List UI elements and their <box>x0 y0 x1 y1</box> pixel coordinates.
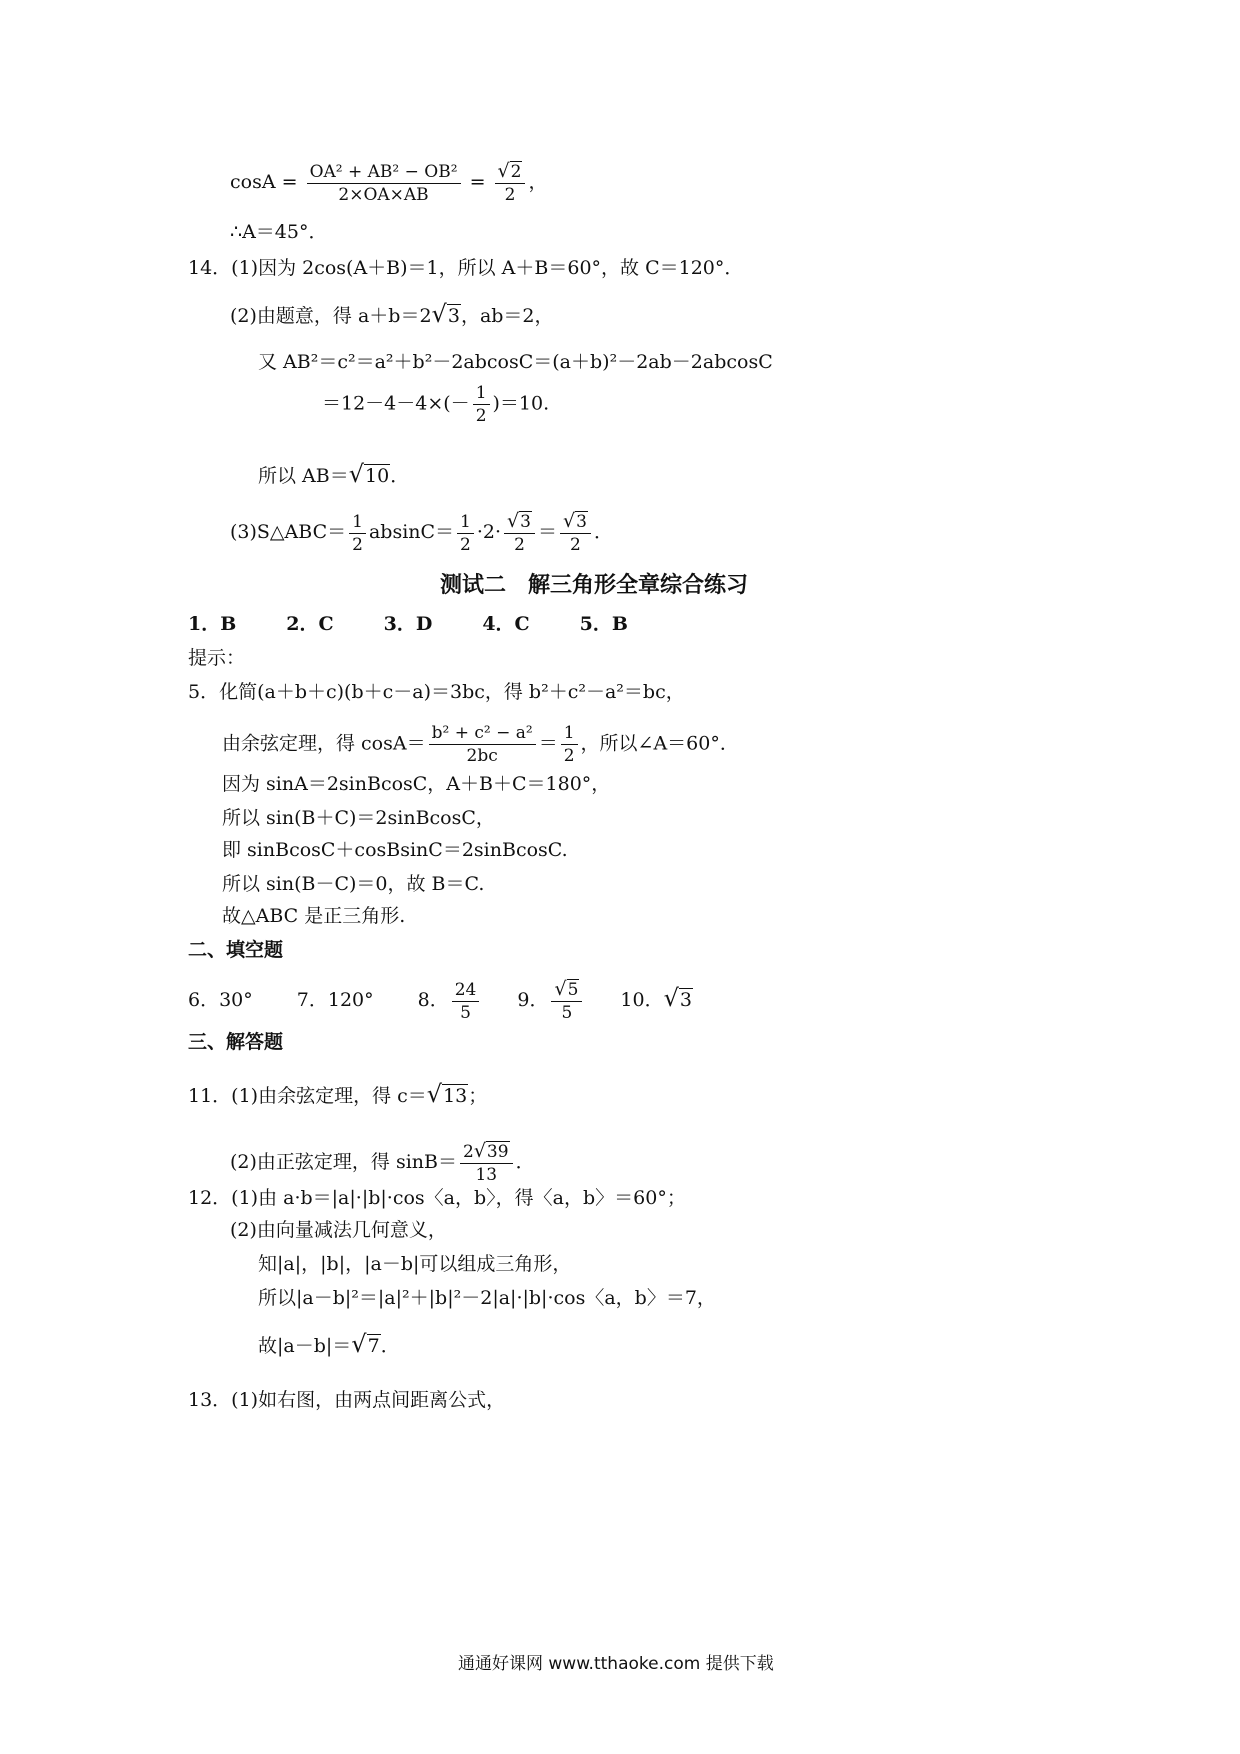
q12-result-pre: 故|a－b|＝ <box>258 1335 352 1357</box>
q5-cos-post: ，所以∠A＝60°． <box>580 732 739 755</box>
q12-part2-line3: 所以|a－b|²＝|a|²＋|b|²－2|a|·|b|·cos〈a，b〉＝7， <box>258 1287 716 1309</box>
cosA-result-radicand: 2 <box>510 162 522 182</box>
q14-part2-radicand: 3 <box>447 305 460 327</box>
q12-result: 故|a－b|＝√7． <box>258 1330 400 1358</box>
cosA-result: $\frac{√2}{2}$ <box>495 160 526 206</box>
q14-part2-text-tail: ，ab＝2， <box>460 305 554 327</box>
q5-half <box>561 722 578 767</box>
fill-answer-8-label: 8． <box>417 989 449 1011</box>
q12-result-radicand: 7 <box>367 1335 380 1357</box>
section-title: 测试二 解三角形全章综合练习 <box>440 573 749 598</box>
fill-answer-10-label: 10． <box>620 989 664 1011</box>
q5-cos-pre: 由余弦定理，得 cosA＝ <box>222 732 426 755</box>
hint-label: 提示： <box>188 647 246 669</box>
q11-part1-post: ； <box>468 1085 488 1107</box>
q5-cos-num: b² + c² − a² <box>429 722 536 745</box>
q14-part3 <box>230 510 613 556</box>
q14-half-den: 2 <box>475 406 487 426</box>
q11-part1-radicand: 13 <box>443 1085 468 1107</box>
q14-area-frac4-den: 2 <box>570 535 581 555</box>
q14-part2-result: 所以 AB＝√10． <box>258 460 410 488</box>
q14-area-frac2-num: 1 <box>457 511 474 534</box>
fill-answers <box>188 978 693 1024</box>
q14-area-frac1 <box>349 511 366 556</box>
fill-answer-10-radicand: 3 <box>679 989 692 1011</box>
q11-part1: 11．(1)由余弦定理，得 c＝√13； <box>188 1080 488 1108</box>
q14-area-frac4-radicand: 3 <box>576 512 587 532</box>
q14-part2-line3-post: )＝10. <box>492 392 550 415</box>
q5-cos-den: 2bc <box>466 746 498 766</box>
q11-part2 <box>230 1140 535 1186</box>
fill-answer-9-den: 5 <box>561 1003 573 1023</box>
q14-area-frac3: $\frac{√3}{2}$ <box>504 510 535 556</box>
fill-answer-10: √3 <box>663 984 692 1012</box>
q12-part2: (2)由向量减法几何意义， <box>230 1219 447 1241</box>
q14-area-post: ． <box>593 521 613 543</box>
cosA-result-denominator: 2 <box>504 185 516 205</box>
q5-half-den: 2 <box>563 746 575 766</box>
q11-part2-pre: (2)由正弦定理，得 sinB＝ <box>230 1151 457 1173</box>
cosA-equals: = <box>463 171 492 193</box>
q14-area-frac1-num: 1 <box>349 511 366 534</box>
therefore-A: ∴A＝45°． <box>230 221 328 243</box>
q14-area-frac2-den: 2 <box>460 534 471 555</box>
q12-part1: 12．(1)由 a·b＝|a|·|b|·cos〈a，b〉，得〈a，b〉＝60°； <box>188 1187 686 1209</box>
fill-answer-8-den: 5 <box>460 1002 471 1023</box>
cosA-numerator: OA² + AB² − OB² <box>307 161 461 184</box>
q5-cos-eq: ＝ <box>538 732 558 755</box>
section-solve: 三、解答题 <box>188 1031 284 1053</box>
q14-area-frac1-den: 2 <box>352 534 363 555</box>
q14-part2-line3 <box>322 382 549 427</box>
fill-answer-8 <box>452 979 480 1024</box>
q11-part2-post: ． <box>515 1151 535 1173</box>
q12-part2-line2: 知|a|，|b|，|a－b|可以组成三角形， <box>258 1253 572 1275</box>
cosA-formula <box>230 160 547 206</box>
q5-cos-fraction <box>429 722 536 767</box>
cosA-denominator: 2×OA×AB <box>338 184 429 205</box>
q14-area-frac2 <box>457 511 474 556</box>
cosA-tail: ， <box>528 171 548 193</box>
q5-line2 <box>222 722 739 767</box>
q5-line1: 5．化简(a＋b＋c)(b＋c－a)＝3bc，得 b²＋c²－a²＝bc， <box>188 681 685 703</box>
q5-line5: 即 sinBcosC＋cosBsinC＝2sinBcosC. <box>222 839 568 861</box>
mc-answer-5: 5．B <box>579 613 628 635</box>
q14-part2-line1: (2)由题意，得 a＋b＝2√3，ab＝2， <box>230 300 554 328</box>
q5-line6: 所以 sin(B－C)＝0，故 B＝C. <box>222 873 485 895</box>
q14-area-mid2: ·2· <box>476 521 502 543</box>
cosA-fraction <box>307 161 461 206</box>
q14-area-eq: ＝ <box>537 521 557 543</box>
q5-line7: 故△ABC 是正三角形. <box>222 905 406 927</box>
mc-answers <box>188 612 628 636</box>
q11-part2-den: 13 <box>475 1165 498 1185</box>
mc-answer-4: 4．C <box>482 613 530 635</box>
mc-answer-2: 2．C <box>286 613 334 635</box>
fill-answer-8-num: 24 <box>452 979 480 1002</box>
fill-answer-7: 7．120° <box>296 989 374 1011</box>
cosA-lead: cosA = <box>230 171 304 193</box>
q11-part1-pre: 11．(1)由余弦定理，得 c＝ <box>188 1085 427 1107</box>
q14-part2-text: (2)由题意，得 a＋b＝2 <box>230 305 432 327</box>
q12-result-post: ． <box>380 1335 400 1357</box>
q14-part1: 14．(1)因为 2cos(A＋B)＝1，所以 A＋B＝60°，故 C＝120°． <box>188 257 744 279</box>
fill-answer-9: $\frac{√5}{5}$ <box>551 978 582 1024</box>
q11-part2-fraction: $\frac{2√39}{13}$ <box>460 1140 513 1186</box>
q14-ab-pre: 所以 AB＝ <box>258 465 349 487</box>
q5-line3: 因为 sinA＝2sinBcosC，A＋B＋C＝180°， <box>222 773 611 795</box>
q14-area-frac3-den: 2 <box>514 535 525 555</box>
fill-answer-6: 6．30° <box>188 989 253 1011</box>
section-fill: 二、填空题 <box>188 939 284 961</box>
q14-ab-radicand: 10 <box>365 465 390 487</box>
page-footer: 通通好课网 www.tthaoke.com 提供下载 <box>458 1654 774 1674</box>
q14-area-frac3-radicand: 3 <box>520 512 531 532</box>
q14-area-pre: (3)S△ABC＝ <box>230 521 347 543</box>
fill-answer-9-radicand: 5 <box>567 980 579 1000</box>
q14-half-num: 1 <box>473 382 490 405</box>
q14-ab-post: ． <box>390 465 410 487</box>
q14-part2-line2: 又 AB²＝c²＝a²＋b²－2abcosC＝(a＋b)²－2ab－2abcosC <box>258 351 773 373</box>
q14-area-frac4: $\frac{√3}{2}$ <box>560 510 591 556</box>
q13-part1: 13．(1)如右图，由两点间距离公式， <box>188 1389 506 1411</box>
q5-line4: 所以 sin(B＋C)＝2sinBcosC， <box>222 807 495 829</box>
q5-half-num: 1 <box>561 722 578 745</box>
q14-half-fraction <box>473 382 490 427</box>
q11-part2-num-radicand: 39 <box>486 1142 509 1162</box>
q11-part2-num-coef: 2 <box>462 1142 474 1162</box>
q14-area-mid1: absinC＝ <box>368 521 455 543</box>
mc-answer-1: 1．B <box>188 613 237 635</box>
mc-answer-3: 3．D <box>383 613 433 635</box>
q14-part2-line3-pre: ＝12－4－4×(－ <box>322 392 470 415</box>
fill-answer-9-label: 9． <box>517 989 549 1011</box>
